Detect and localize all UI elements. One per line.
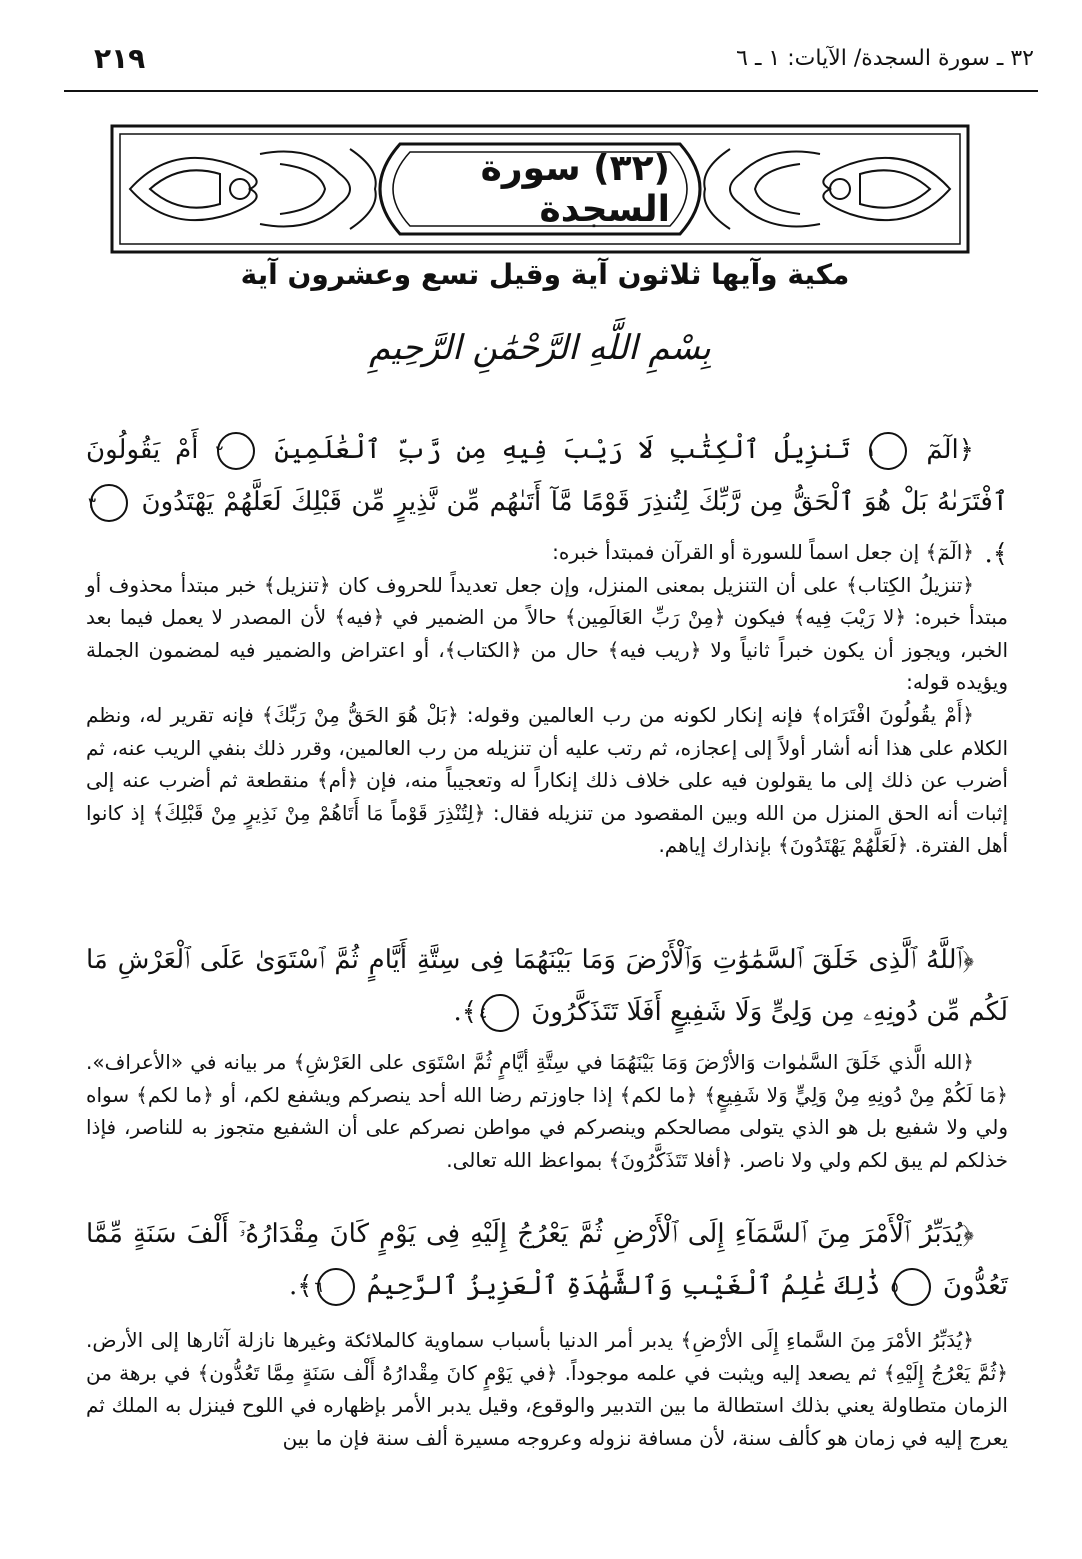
- ayah-marker: ٤: [481, 994, 519, 1032]
- verse-text: ﴿يُدَبِّرُ ٱلْأَمْرَ مِنَ ٱلسَّمَآءِ إِلَى ٱلْأَرْضِ ثُمَّ يَعْرُجُ إِلَيْهِ فِى يَوْمٍ كَانَ مِقْدَارُهُۥٓ أَلْفَ سَنَةٍ مِّمَّا تَعُدُّونَ: [86, 1219, 1008, 1301]
- ayah-marker: ٥: [893, 1268, 931, 1306]
- sura-title: (٣٢) سورة السجدة: [480, 148, 670, 230]
- verse-4: [86, 934, 1008, 1038]
- sura-info: مكية وآيها ثلاثون آية وقيل تسع وعشرون آية: [240, 258, 850, 291]
- verse-text: ﴾.: [984, 539, 1008, 569]
- verse-text: ذَٰلِكَ عَٰلِمُ ٱلْغَيْبِ وَٱلشَّهَٰدَةِ ٱلْعَزِيزُ ٱلرَّحِيمُ: [366, 1271, 881, 1301]
- sura-title-banner: [110, 124, 970, 254]
- ayah-marker: ١: [869, 432, 907, 470]
- commentary-paragraph: ﴿الله الَّذي خَلَقَ السَّمٰوات وَالأرْضَ وَمَا بَيْنَهُمَا في سِتَّةِ أيَّامٍ ثُمَّ اسْتَوَى على العَرْشِ﴾ مر بيانه في «الأعراف». ﴿مَا لَكُمْ مِنْ دُونِهِ مِنْ وَلِيٍّ وَلا شَفِيعٍ﴾ ﴿ما لكم﴾ إذا جاوزتم رضا الله أحد ينصركم ويشفع لكم، أو ﴿ما لكم﴾ سواه ولي ولا شفيع بل هو الذي يتولى مصالحكم وينصركم في مواطن نصركم على أن الشفيع متجوز به للناصر، فإذا خذلكم لم يبق لكم ولي ولا ناصر. ﴿أفلا تَتَذَكَّرُونَ﴾ بمواعظ الله تعالى.: [86, 1050, 1008, 1172]
- verse-text: تَنزِيلُ ٱلْكِتَٰبِ لَا رَيْبَ فِيهِ مِن رَّبِّ ٱلْعَٰلَمِينَ: [274, 435, 851, 465]
- verse-text: ﴾.: [289, 1271, 313, 1301]
- verse-text: أَمْ يَقُولُونَ ٱفْتَرَىٰهُ بَلْ هُوَ ٱلْحَقُّ مِن رَّبِّكَ لِتُنذِرَ قَوْمًا مَّآ أَتَىٰهُم مِّن نَّذِيرٍ مِّن قَبْلِكَ لَعَلَّهُمْ يَهْتَدُونَ: [86, 435, 1008, 517]
- basmala: بِسْمِ اللَّهِ الرَّحْمَٰنِ الرَّحِيمِ: [369, 328, 711, 368]
- verses-5-6: [86, 1208, 1008, 1312]
- commentary-paragraph: ﴿تنزيلُ الكِتاب﴾ على أن التنزيل بمعنى المنزل، وإن جعل تعديداً للحروف كان ﴿تنزيل﴾ خبر مبتدأ محذوف أو مبتدأ خبره: ﴿لا رَيْبَ فِيه﴾ فيكون ﴿مِنْ رَبِّ العَالَمِين﴾ حالاً من الضمير في ﴿فيه﴾ لأن المصدر لا يعمل فيما بعد الخبر، ويجوز أن يكون خبراً ثانياً ولا ﴿ريب فيه﴾ حال من ﴿الكتاب﴾، أو اعتراض والضمير فيه لمضمون الجملة ويؤيده قوله:: [86, 572, 1008, 695]
- commentary-1: [86, 536, 1008, 862]
- ayah-marker: ٣: [90, 484, 128, 522]
- verse-text: ﴾.: [453, 997, 477, 1027]
- commentary-paragraph: ﴿يُدَبِّرُ الأمْرَ مِنَ السَّماءِ إِلَى الأرْضِ﴾ يدبر أمر الدنيا بأسباب سماوية كالملائكة وغيرها نازلة آثارها إلى الأرض. ﴿ثُمَّ يَعْرُجُ إِلَيْهِ﴾ ثم يصعد إليه ويثبت في علمه موجوداً. ﴿في يَوْمٍ كانَ مِقْدارُهُ أَلْف سَنَةٍ مِمَّا تَعُدُّون﴾ في برهة من الزمان متطاولة يعني بذلك استطالة ما بين التدبير والوقوع، وقيل يدبر الأمر بإظهاره في اللوح فينزل به الملك ثم يعرج إليه في زمان هو كألف سنة، لأن مسافة نزوله وعروجه مسيرة ألف سنة فإن ما بين: [86, 1328, 1008, 1450]
- ayah-marker: ٢: [217, 432, 255, 470]
- page-number: ٢١٩: [94, 42, 146, 75]
- verse-text: ﴿ٱللَّهُ ٱلَّذِى خَلَقَ ٱلسَّمَٰوَٰتِ وَٱلْأَرْضَ وَمَا بَيْنَهُمَا فِى سِتَّةِ أَيَّامٍ ثُمَّ ٱسْتَوَىٰ عَلَى ٱلْعَرْشِ مَا لَكُم مِّن دُونِهِۦ مِن وَلِىٍّ وَلَا شَفِيعٍ أَفَلَا تَتَذَكَّرُونَ: [86, 945, 1008, 1027]
- commentary-paragraph: ﴿الٓمٓ﴾ إن جعل اسماً للسورة أو القرآن فمبتدأ خبره:: [552, 540, 974, 564]
- verse-text: ﴿الٓمٓ: [926, 435, 975, 465]
- commentary-3: [86, 1324, 1008, 1454]
- commentary-2: [86, 1046, 1008, 1176]
- commentary-paragraph: ﴿أَمْ يقُولُونَ افْتَرَاه﴾ فإنه إنكار لكونه من رب العالمين وقوله: ﴿بَلْ هُوَ الحَقُّ مِنْ رَبِّكَ﴾ فإنه تقرير له، ونظم الكلام على هذا أنه أشار أولاً إلى إعجازه، ثم رتب عليه أن تنزيله من رب العالمين، وقرر ذلك بنفي الريب عنه، ثم أضرب عن ذلك إلى ما يقولون فيه على خلاف ذلك إنكاراً له وتعجيباً منه، فإن ﴿أم﴾ منقطعة ثم أضرب عنه إلى إثبات أنه الحق المنزل من الله وبين المقصود من تنزيله فقال: ﴿لِتُنْذِرَ قَوْماً مَا أَتَاهُمْ مِنْ نَذِيرٍ مِنْ قَبْلِكَ﴾ إذ كانوا أهل الفترة. ﴿لَعَلَّهُمْ يَهْتَدُونَ﴾ بإنذارك إياهم.: [86, 702, 1008, 858]
- ayah-marker: ٦: [317, 1268, 355, 1306]
- running-title: ٣٢ ـ سورة السجدة/ الآيات: ١ ـ ٦: [736, 46, 1034, 71]
- running-header: [64, 40, 1038, 92]
